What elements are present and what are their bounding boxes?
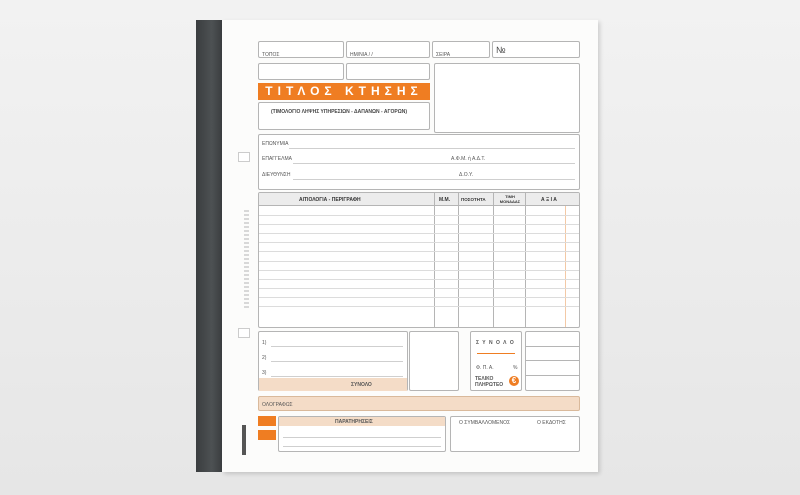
perforation-mark-top xyxy=(238,152,250,162)
contractor-signature-label: Ο ΣΥΜΒΑΛΛΟΜΕΝΟΣ xyxy=(459,420,511,426)
place-field[interactable] xyxy=(258,41,344,58)
place-label: ΤΟΠΟΣ xyxy=(262,52,280,58)
items-table[interactable] xyxy=(258,192,580,328)
vat-percent: % xyxy=(513,365,518,371)
vat-line-2: 2) xyxy=(262,355,267,361)
document-subtitle-box xyxy=(258,102,430,130)
address-label: ΔΙΕΥΘΥΝΣΗ xyxy=(262,172,291,178)
table-row-line xyxy=(259,261,579,262)
vat-line-1-rule xyxy=(271,346,403,347)
issuer-info-box[interactable] xyxy=(434,63,580,133)
vat-sum-band xyxy=(259,378,407,391)
vat-label: Φ. Π. Α. xyxy=(476,365,494,371)
totals-values-box[interactable] xyxy=(525,331,580,391)
remarks-rule-2 xyxy=(283,446,441,447)
series-label: ΣΕΙΡΑ xyxy=(436,52,451,58)
table-row-line xyxy=(259,242,579,243)
remarks-box[interactable] xyxy=(278,416,446,452)
table-row-line xyxy=(259,279,579,280)
vat-line-1: 1) xyxy=(262,340,267,346)
issuer-signature-label: Ο ΕΚΔΟΤΗΣ xyxy=(537,420,566,426)
table-row-line xyxy=(259,288,579,289)
imprint-strip xyxy=(244,210,249,310)
col-unit: Μ.Μ. xyxy=(439,197,451,203)
totals-value-rule-1 xyxy=(526,346,579,347)
total-label: Σ Υ Ν Ο Λ Ο xyxy=(476,340,515,346)
amount-in-words-field[interactable] xyxy=(258,396,580,411)
totals-value-rule-3 xyxy=(526,375,579,376)
copy-marker-bottom xyxy=(258,430,276,440)
invoice-form-sheet xyxy=(222,20,598,472)
number-label: № xyxy=(496,45,506,55)
table-row-line xyxy=(259,270,579,271)
total-rule xyxy=(477,353,515,354)
totals-labels-box xyxy=(470,331,522,391)
series-field[interactable] xyxy=(432,41,490,58)
table-row-line xyxy=(259,215,579,216)
address-line xyxy=(293,179,575,180)
table-row-line xyxy=(259,297,579,298)
document-subtitle: (ΤΙΜΟΛΟΓΙΟ ΛΗΨΗΣ ΥΠΗΡΕΣΙΩΝ - ΔΑΠΑΝΩΝ - ΑΓΟΡΩΝ) xyxy=(271,109,408,115)
col-unit-price: ΤΙΜΗ ΜΟΝΑΔΑΣ xyxy=(499,194,521,204)
totals-value-rule-2 xyxy=(526,360,579,361)
net-amounts-box[interactable] xyxy=(409,331,459,391)
notebook-spine xyxy=(196,20,222,472)
remarks-label: ΠΑΡΑΤΗΡΗΣΕΙΣ xyxy=(335,419,373,425)
signatures-box[interactable] xyxy=(450,416,580,452)
document-title: ΤΙΤΛΟΣ ΚΤΗΣΗΣ xyxy=(258,83,430,100)
vat-breakdown-box[interactable] xyxy=(258,331,408,391)
date-label: ΗΜ/ΝΙΑ / / xyxy=(350,52,373,58)
doy-label: Δ.Ο.Υ. xyxy=(459,172,474,178)
vat-line-3-rule xyxy=(271,376,403,377)
col-value: Α Ξ Ι Α xyxy=(541,197,557,203)
blank-field-left[interactable] xyxy=(258,63,344,80)
remarks-rule-1 xyxy=(283,437,441,438)
copy-marker-top xyxy=(258,416,276,426)
counterparty-box[interactable] xyxy=(258,134,580,190)
number-field[interactable] xyxy=(492,41,580,58)
date-field[interactable] xyxy=(346,41,430,58)
col-quantity: ΠΟΣΟΤΗΤΑ xyxy=(461,197,486,202)
euro-icon: € xyxy=(509,376,519,386)
blank-field-middle[interactable] xyxy=(346,63,430,80)
afm-label: Α.Φ.Μ. ή Α.Δ.Τ. xyxy=(451,156,486,162)
remarks-header xyxy=(279,417,445,426)
vat-line-3: 3) xyxy=(262,370,267,376)
name-label: ΕΠΩΝΥΜΙΑ xyxy=(262,141,289,147)
table-row-line xyxy=(259,306,579,307)
occupation-line xyxy=(293,163,575,164)
occupation-label: ΕΠΑΓΓΕΛΜΑ xyxy=(262,156,292,162)
table-row-line xyxy=(259,251,579,252)
amount-in-words-label: ΟΛΟΓΡΑΦΩΣ xyxy=(262,402,293,408)
perforation-mark-bottom xyxy=(238,328,250,338)
name-line xyxy=(289,148,575,149)
table-row-line xyxy=(259,224,579,225)
col-description: ΑΙΤΙΟΛΟΓΙΑ - ΠΕΡΙΓΡΑΦΗ xyxy=(299,197,361,203)
table-row-line xyxy=(259,233,579,234)
vat-sum-label: ΣΥΝΟΛΟ xyxy=(351,382,372,388)
payable-label: ΤΕΛΙΚΟ ΠΛΗΡΩΤΕΟ xyxy=(475,376,504,388)
vat-line-2-rule xyxy=(271,361,403,362)
publisher-mark xyxy=(242,425,246,455)
